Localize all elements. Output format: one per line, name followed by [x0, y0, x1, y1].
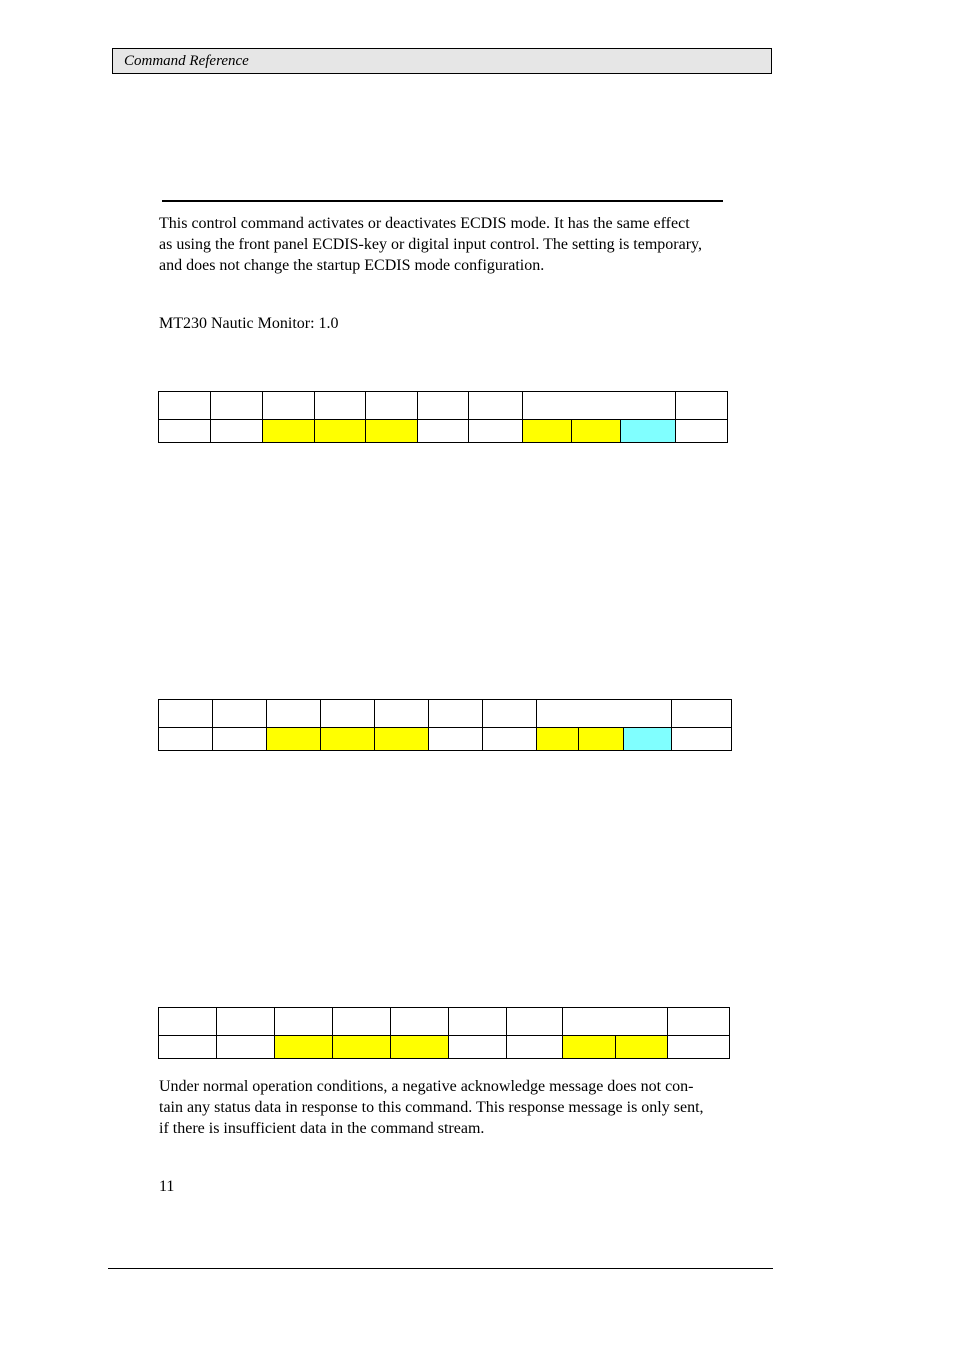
table-cell — [159, 1036, 217, 1059]
table-header-row — [159, 1008, 730, 1036]
description-line: and does not change the startup ECDIS mode configuration. — [159, 257, 545, 274]
table-cell — [537, 728, 579, 751]
table-cell — [263, 392, 315, 420]
table-cell — [375, 700, 429, 728]
description-paragraph — [159, 213, 725, 276]
table-cell — [321, 728, 375, 751]
table-cell — [159, 420, 211, 443]
table-cell — [449, 1036, 507, 1059]
availability-text: MT230 Nautic Monitor: 1.0 — [159, 315, 339, 332]
table-cell — [668, 1008, 730, 1036]
table-cell — [315, 392, 366, 420]
table-cell — [537, 700, 672, 728]
table-cell — [159, 1008, 217, 1036]
footer-rule — [108, 1268, 773, 1269]
table-cell — [572, 420, 621, 443]
nak-note-line: tain any status data in response to this command. This response message is only sent, — [159, 1099, 704, 1116]
table-cell — [483, 700, 537, 728]
table-row — [159, 1036, 730, 1059]
table-cell — [391, 1008, 449, 1036]
table-cell — [217, 1036, 275, 1059]
table-cell — [449, 1008, 507, 1036]
table-cell — [159, 728, 213, 751]
table-header-row — [159, 700, 732, 728]
table-cell — [391, 1036, 449, 1059]
table-cell — [429, 728, 483, 751]
table-cell — [469, 420, 523, 443]
ack-message-table — [158, 699, 732, 751]
table-cell — [275, 1036, 333, 1059]
table-cell — [672, 728, 732, 751]
table-cell — [563, 1008, 668, 1036]
table-cell — [211, 420, 263, 443]
table-cell — [267, 700, 321, 728]
table-cell — [267, 728, 321, 751]
nak-note-line: Under normal operation conditions, a negative acknowledge message does not con- — [159, 1078, 694, 1095]
nak-note-paragraph — [159, 1076, 725, 1139]
table-cell — [333, 1008, 391, 1036]
table-cell — [315, 420, 366, 443]
table-header-row — [159, 392, 728, 420]
nak-message-table — [158, 1007, 730, 1059]
table-cell — [159, 392, 211, 420]
table-cell — [469, 392, 523, 420]
table-cell — [366, 420, 418, 443]
page-number: 11 — [159, 1178, 175, 1195]
table-cell — [507, 1036, 563, 1059]
table-cell — [275, 1008, 333, 1036]
command-message-table — [158, 391, 728, 443]
description-line: as using the front panel ECDIS-key or digital input control. The setting is temporary, — [159, 236, 703, 253]
table-cell — [321, 700, 375, 728]
table-row — [159, 420, 728, 443]
description-line: This control command activates or deactivates ECDIS mode. It has the same effect — [159, 215, 690, 232]
table-cell — [263, 420, 315, 443]
table-cell — [563, 1036, 616, 1059]
running-header-title: Command Reference — [124, 53, 249, 69]
table-cell — [672, 700, 732, 728]
table-cell — [523, 420, 572, 443]
section-rule — [162, 200, 723, 202]
table-cell — [366, 392, 418, 420]
table-cell — [676, 420, 728, 443]
table-cell — [418, 392, 469, 420]
table-cell — [616, 1036, 668, 1059]
table-cell — [375, 728, 429, 751]
table-cell — [668, 1036, 730, 1059]
table-cell — [624, 728, 672, 751]
table-cell — [217, 1008, 275, 1036]
table-cell — [211, 392, 263, 420]
table-cell — [213, 728, 267, 751]
table-cell — [579, 728, 624, 751]
table-cell — [676, 392, 728, 420]
table-cell — [333, 1036, 391, 1059]
running-header — [112, 48, 772, 74]
table-cell — [159, 700, 213, 728]
table-cell — [418, 420, 469, 443]
table-cell — [523, 392, 676, 420]
table-cell — [483, 728, 537, 751]
table-row — [159, 728, 732, 751]
nak-note-line: if there is insufficient data in the command stream. — [159, 1120, 485, 1137]
table-cell — [621, 420, 676, 443]
table-cell — [213, 700, 267, 728]
table-cell — [507, 1008, 563, 1036]
table-cell — [429, 700, 483, 728]
